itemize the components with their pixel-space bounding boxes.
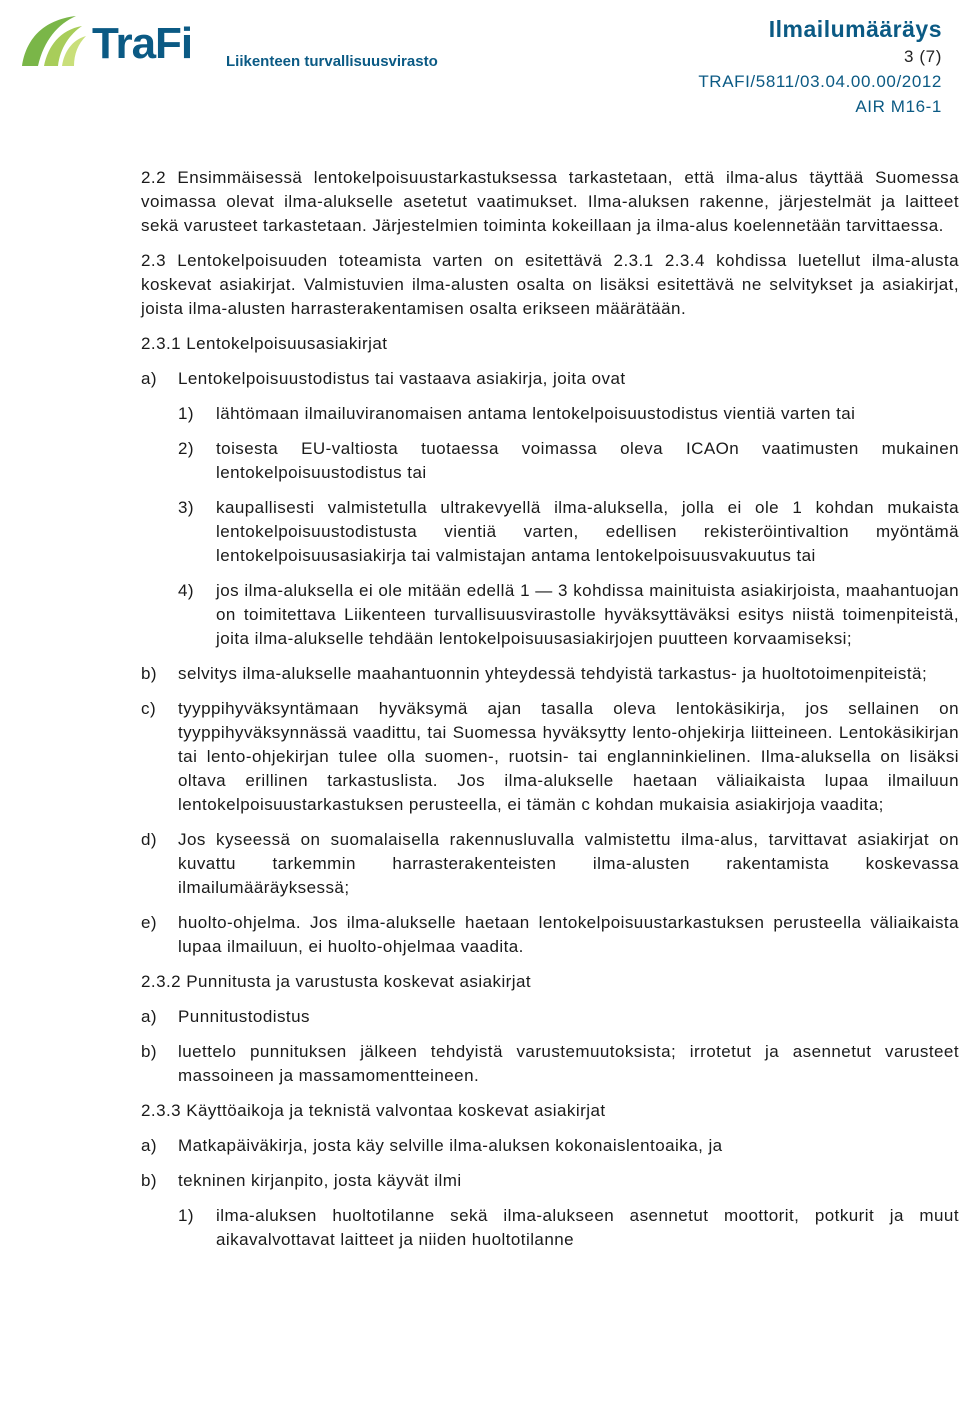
- document-header: [698, 14, 942, 119]
- item-label: a): [141, 1007, 158, 1026]
- item-label: b): [141, 1042, 158, 1061]
- item-label: 2): [178, 439, 195, 458]
- list-item: [141, 662, 959, 686]
- item-text: Matkapäiväkirja, josta käy selville ilma-aluksen kokonaislentoaika, ja: [178, 1136, 723, 1155]
- list-item: [141, 911, 959, 959]
- item-label: b): [141, 664, 158, 683]
- list-item: [141, 1005, 959, 1029]
- item-text: lähtömaan ilmailuviranomaisen antama lentokelpoisuustodistus vientiä varten tai: [216, 404, 856, 423]
- svg-text:TraFi: TraFi: [92, 19, 193, 68]
- heading-2-3-1: 2.3.1 Lentokelpoisuusasiakirjat: [141, 334, 388, 353]
- svg-text:Liikenteen turvallisuusvirasto: Liikenteen turvallisuusvirasto: [226, 53, 438, 70]
- list-item: [141, 828, 959, 900]
- item-label: b): [141, 1171, 158, 1190]
- item-label: d): [141, 830, 158, 849]
- list-item: [141, 1134, 959, 1158]
- item-text: ilma-aluksen huoltotilanne sekä ilma-alukseen asennetut moottorit, potkurit ja muut aikavalvottavat laitteet ja niiden huoltotilanne: [216, 1206, 959, 1249]
- doc-type: Ilmailumääräys: [768, 16, 942, 42]
- sub-list-item: [141, 579, 959, 651]
- reference-number: TRAFI/5811/03.04.00.00/2012: [698, 72, 942, 91]
- list-item: [141, 697, 959, 817]
- regulation-code: AIR M16-1: [855, 97, 942, 116]
- item-label: 1): [178, 1206, 195, 1225]
- item-text: kaupallisesti valmistetulla ultrakevyellä ilma-aluksella, jolla ei ole 1 kohdan mukaista lentokelpoisuustodistusta vientiä varten, edellisen rekisteröintivaltion myöntämä lentokelpoisuusasiakirja tai valmistajan antama lentokelpoisuusvakuutus tai: [216, 498, 959, 565]
- item-text: huolto-ohjelma. Jos ilma-alukselle haetaan lentokelpoisuustarkastuksen perusteella väliaikaista lupaa ilmailuun, ei huolto-ohjelmaa vaadita.: [178, 913, 959, 956]
- item-text: tekninen kirjanpito, josta käyvät ilmi: [178, 1171, 462, 1190]
- item-label: c): [141, 699, 157, 718]
- sub-list-item: [141, 402, 959, 426]
- list-item: [141, 367, 959, 391]
- item-text: jos ilma-aluksella ei ole mitään edellä 1 — 3 kohdissa mainituista asiakirjoista, maahantuojan on toimitettava Liikenteen turvallisuusvirastolle hyväksyttäväksi esitys niistä toimenpiteistä, joita ilma-alukselle tehdään lentokelpoisuusasiakirjojen puutteen korvaamiseksi;: [216, 581, 959, 648]
- item-label: 3): [178, 498, 195, 517]
- section-2-2: 2.2 Ensimmäisessä lentokelpoisuustarkastuksessa tarkastetaan, että ilma-alus täyttää Suomessa voimassa olevat ilma-alukselle asetetut vaatimukset. Ilma-aluksen rakenne, järjestelmät ja laitteet sekä varusteet tarkastetaan. Järjestelmien toiminta kokeillaan ja ilma-alus koelennetään tarvittaessa.: [141, 168, 959, 235]
- item-text: Lentokelpoisuustodistus tai vastaava asiakirja, joita ovat: [178, 369, 626, 388]
- item-label: e): [141, 913, 158, 932]
- list-item: [141, 1040, 959, 1088]
- item-label: a): [141, 369, 158, 388]
- item-text: selvitys ilma-alukselle maahantuonnin yhteydessä tehdyistä tarkastus- ja huoltotoimenpiteistä;: [178, 664, 928, 683]
- trafi-logo: [18, 10, 448, 72]
- trafi-logo-icon: [18, 10, 448, 72]
- item-label: 4): [178, 581, 195, 600]
- page-number: 3 (7): [904, 47, 942, 66]
- item-text: Jos kyseessä on suomalaisella rakennusluvalla valmistettu ilma-alus, tarvittavat asiakirjat on kuvattu tarkemmin harrasterakenteisten ilma-alusten rakentamista koskevassa ilmailumääräyksessä;: [178, 830, 959, 897]
- sub-list-item: [141, 496, 959, 568]
- item-label: a): [141, 1136, 158, 1155]
- item-label: 1): [178, 404, 195, 423]
- item-text: toisesta EU-valtiosta tuotaessa voimassa oleva ICAOn vaatimusten mukainen lentokelpoisuustodistus tai: [216, 439, 959, 482]
- section-2-3: 2.3 Lentokelpoisuuden toteamista varten on esitettävä 2.3.1 2.3.4 kohdissa luetellut ilma-alusta koskevat asiakirjat. Valmistuvien ilma-alusten osalta on lisäksi esitettävä ne selvitykset ja asiakirjat, joista ilma-alusten harrasterakentamisen osalta erikseen määrätään.: [141, 251, 959, 318]
- item-text: tyyppihyväksyntämaan hyväksymä ajan tasalla oleva lentokäsikirja, jos sellainen on tyyppihyväksynnässä vaadittu, tai Suomessa hyväksytty lento-ohjekirja liitteineen. Lentokäsikirjan tai lento-ohjekirjan tulee olla suomen-, ruotsin- tai englanninkielinen. Ilma-aluksella on lisäksi oltava erillinen tarkastuslista. Jos ilma-alukselle haetaan väliaikaista lupaa ilmailuun lentokelpoisuustarkastuksen perusteella, ei tämän c kohdan mukaisia asiakirjoja vaadita;: [178, 699, 959, 814]
- heading-2-3-3: 2.3.3 Käyttöaikoja ja teknistä valvontaa koskevat asiakirjat: [141, 1101, 606, 1120]
- heading-2-3-2: 2.3.2 Punnitusta ja varustusta koskevat asiakirjat: [141, 972, 532, 991]
- item-text: Punnitustodistus: [178, 1007, 310, 1026]
- sub-list-item: [141, 437, 959, 485]
- document-body: [141, 166, 959, 1263]
- item-text: luettelo punnituksen jälkeen tehdyistä varustemuutoksista; irrotetut ja asennetut varusteet massoineen ja massamomentteineen.: [178, 1042, 959, 1085]
- list-item: [141, 1169, 959, 1193]
- sub-list-item: [141, 1204, 959, 1252]
